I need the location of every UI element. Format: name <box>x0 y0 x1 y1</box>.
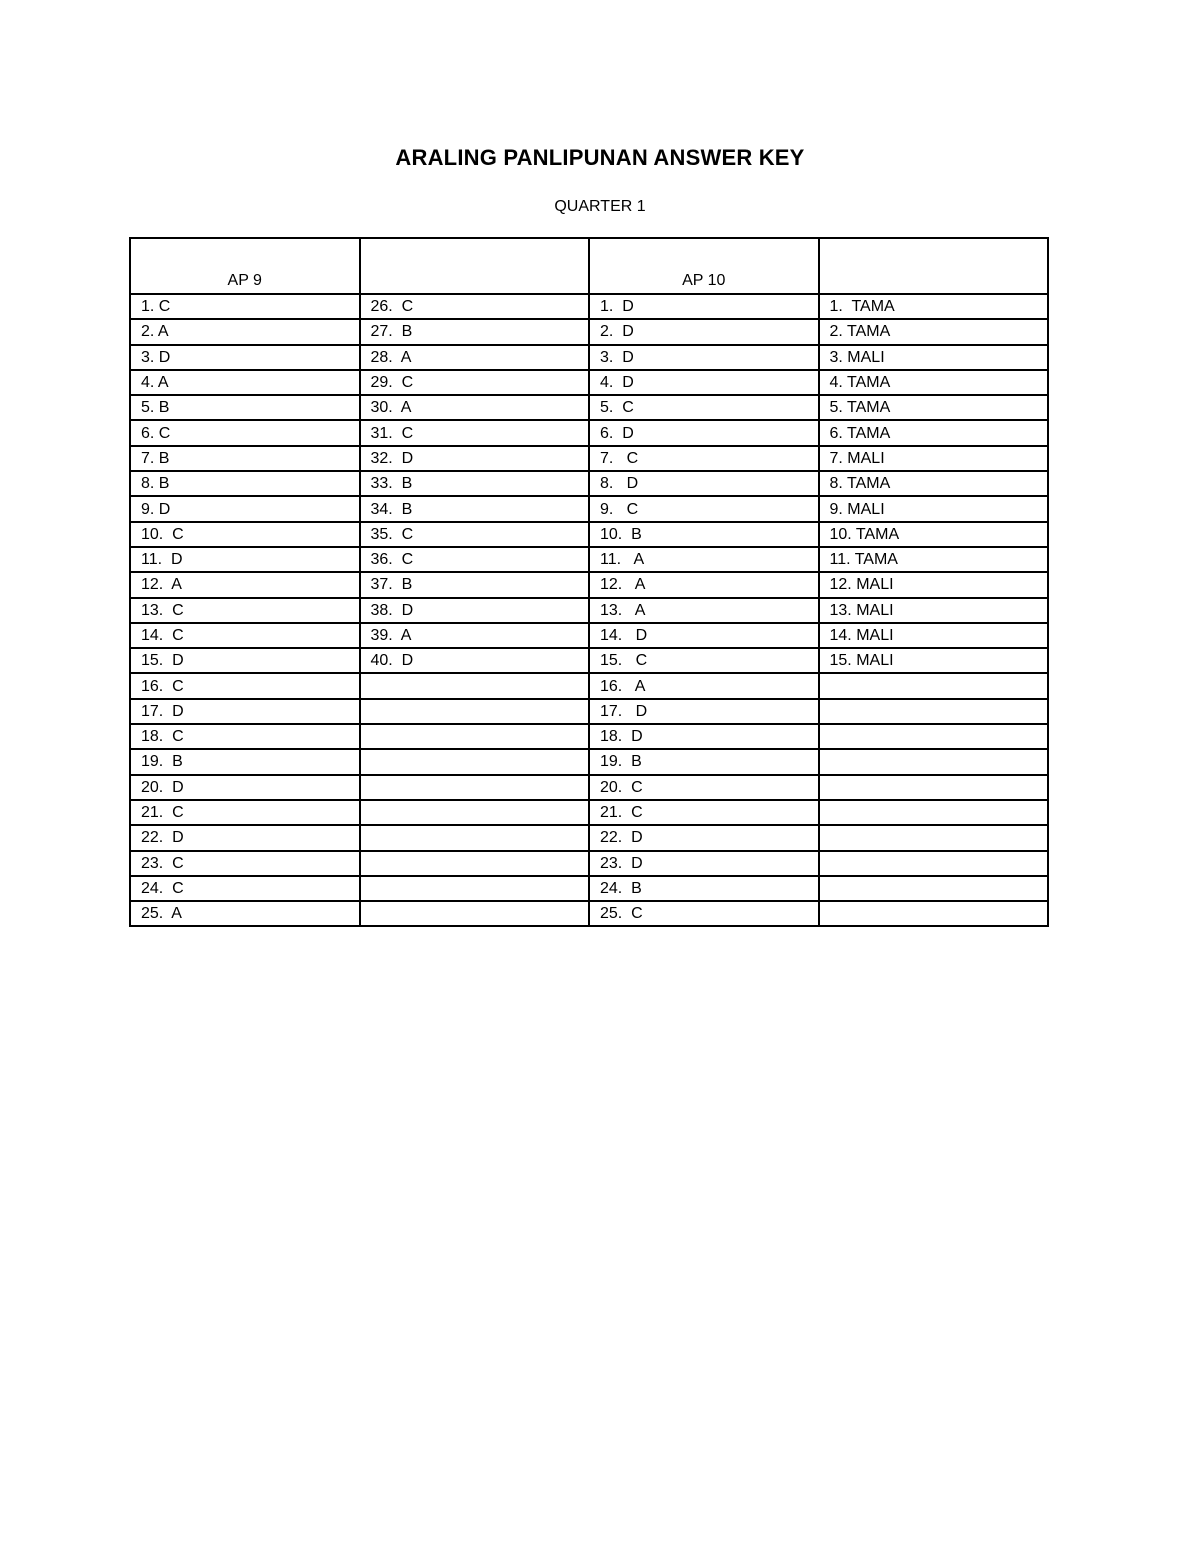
ap9-answer-cell: 3. D <box>130 345 360 370</box>
ap10-answer-cell: 7. C <box>589 446 819 471</box>
table-row <box>130 901 1048 926</box>
ap9-answer-continued-cell: 32. D <box>360 446 590 471</box>
table-row <box>130 572 1048 597</box>
ap9-answer-continued-cell: 35. C <box>360 522 590 547</box>
ap10-answer-continued-cell: 15. MALI <box>819 648 1049 673</box>
header-ap10: AP 10 <box>589 238 819 294</box>
ap9-answer-continued-cell <box>360 724 590 749</box>
table-row <box>130 598 1048 623</box>
ap9-answer-continued-cell: 28. A <box>360 345 590 370</box>
ap9-answer-cell: 23. C <box>130 851 360 876</box>
ap10-answer-continued-cell: 8. TAMA <box>819 471 1049 496</box>
ap9-answer-cell: 16. C <box>130 673 360 698</box>
ap9-answer-continued-cell: 37. B <box>360 572 590 597</box>
ap10-answer-continued-cell: 1. TAMA <box>819 294 1049 319</box>
ap9-answer-cell: 19. B <box>130 749 360 774</box>
ap10-answer-continued-cell: 12. MALI <box>819 572 1049 597</box>
ap10-answer-continued-cell <box>819 699 1049 724</box>
ap9-answer-continued-cell <box>360 901 590 926</box>
header-ap10-continued <box>819 238 1049 294</box>
ap10-answer-cell: 22. D <box>589 825 819 850</box>
table-row <box>130 345 1048 370</box>
ap10-answer-cell: 13. A <box>589 598 819 623</box>
ap10-answer-cell: 14. D <box>589 623 819 648</box>
ap9-answer-continued-cell: 26. C <box>360 294 590 319</box>
ap10-answer-continued-cell: 7. MALI <box>819 446 1049 471</box>
ap9-answer-cell: 24. C <box>130 876 360 901</box>
ap9-answer-cell: 25. A <box>130 901 360 926</box>
ap9-answer-cell: 7. B <box>130 446 360 471</box>
ap9-answer-cell: 18. C <box>130 724 360 749</box>
ap10-answer-continued-cell: 11. TAMA <box>819 547 1049 572</box>
header-ap9-continued <box>360 238 590 294</box>
table-row <box>130 370 1048 395</box>
ap10-answer-cell: 1. D <box>589 294 819 319</box>
ap10-answer-cell: 20. C <box>589 775 819 800</box>
page-subtitle: QUARTER 1 <box>554 198 646 215</box>
page-title: ARALING PANLIPUNAN ANSWER KEY <box>395 145 805 170</box>
table-row <box>130 800 1048 825</box>
ap10-answer-cell: 5. C <box>589 395 819 420</box>
ap10-answer-continued-cell <box>819 825 1049 850</box>
table-row <box>130 825 1048 850</box>
ap10-answer-cell: 17. D <box>589 699 819 724</box>
table-row <box>130 547 1048 572</box>
ap9-answer-cell: 22. D <box>130 825 360 850</box>
table-row <box>130 496 1048 521</box>
table-row <box>130 319 1048 344</box>
ap9-answer-cell: 4. A <box>130 370 360 395</box>
ap10-answer-continued-cell: 14. MALI <box>819 623 1049 648</box>
ap9-answer-continued-cell: 29. C <box>360 370 590 395</box>
ap9-answer-continued-cell <box>360 699 590 724</box>
ap9-answer-cell: 20. D <box>130 775 360 800</box>
table-row <box>130 294 1048 319</box>
ap9-answer-cell: 1. C <box>130 294 360 319</box>
ap9-answer-continued-cell <box>360 851 590 876</box>
ap10-answer-cell: 19. B <box>589 749 819 774</box>
ap9-answer-continued-cell: 31. C <box>360 420 590 445</box>
ap10-answer-cell: 11. A <box>589 547 819 572</box>
ap9-answer-continued-cell: 33. B <box>360 471 590 496</box>
ap10-answer-continued-cell: 3. MALI <box>819 345 1049 370</box>
ap9-answer-continued-cell <box>360 775 590 800</box>
table-row <box>130 623 1048 648</box>
ap10-answer-cell: 16. A <box>589 673 819 698</box>
ap10-answer-continued-cell: 5. TAMA <box>819 395 1049 420</box>
ap9-answer-continued-cell <box>360 800 590 825</box>
ap10-answer-continued-cell: 10. TAMA <box>819 522 1049 547</box>
ap9-answer-cell: 11. D <box>130 547 360 572</box>
ap9-answer-continued-cell <box>360 673 590 698</box>
answer-key-table <box>129 237 1049 927</box>
ap10-answer-cell: 2. D <box>589 319 819 344</box>
table-row <box>130 420 1048 445</box>
table-row <box>130 851 1048 876</box>
ap9-answer-cell: 12. A <box>130 572 360 597</box>
table-row <box>130 522 1048 547</box>
table-row <box>130 724 1048 749</box>
ap10-answer-cell: 10. B <box>589 522 819 547</box>
table-row <box>130 673 1048 698</box>
table-row <box>130 446 1048 471</box>
ap10-answer-cell: 18. D <box>589 724 819 749</box>
ap10-answer-continued-cell: 13. MALI <box>819 598 1049 623</box>
ap10-answer-continued-cell <box>819 876 1049 901</box>
ap9-answer-continued-cell: 40. D <box>360 648 590 673</box>
ap9-answer-cell: 2. A <box>130 319 360 344</box>
ap9-answer-continued-cell: 34. B <box>360 496 590 521</box>
table-row <box>130 699 1048 724</box>
ap10-answer-cell: 6. D <box>589 420 819 445</box>
table-row <box>130 395 1048 420</box>
ap9-answer-continued-cell <box>360 876 590 901</box>
ap9-answer-cell: 5. B <box>130 395 360 420</box>
ap10-answer-continued-cell <box>819 749 1049 774</box>
ap10-answer-continued-cell <box>819 724 1049 749</box>
ap10-answer-cell: 24. B <box>589 876 819 901</box>
ap10-answer-cell: 15. C <box>589 648 819 673</box>
ap9-answer-cell: 17. D <box>130 699 360 724</box>
ap10-answer-continued-cell: 6. TAMA <box>819 420 1049 445</box>
ap9-answer-cell: 10. C <box>130 522 360 547</box>
ap10-answer-continued-cell <box>819 800 1049 825</box>
ap9-answer-continued-cell: 38. D <box>360 598 590 623</box>
ap9-answer-continued-cell: 27. B <box>360 319 590 344</box>
table-row <box>130 775 1048 800</box>
ap9-answer-continued-cell <box>360 825 590 850</box>
ap10-answer-continued-cell <box>819 851 1049 876</box>
answer-rows <box>130 294 1048 926</box>
table-row <box>130 876 1048 901</box>
ap10-answer-continued-cell: 2. TAMA <box>819 319 1049 344</box>
table-header-row <box>130 238 1048 294</box>
ap10-answer-cell: 4. D <box>589 370 819 395</box>
ap9-answer-cell: 14. C <box>130 623 360 648</box>
ap9-answer-cell: 8. B <box>130 471 360 496</box>
ap10-answer-continued-cell: 4. TAMA <box>819 370 1049 395</box>
ap10-answer-continued-cell <box>819 901 1049 926</box>
ap10-answer-continued-cell <box>819 673 1049 698</box>
ap10-answer-continued-cell: 9. MALI <box>819 496 1049 521</box>
header-ap9: AP 9 <box>130 238 360 294</box>
ap9-answer-cell: 15. D <box>130 648 360 673</box>
table-row <box>130 749 1048 774</box>
ap10-answer-cell: 12. A <box>589 572 819 597</box>
ap10-answer-cell: 21. C <box>589 800 819 825</box>
ap9-answer-cell: 6. C <box>130 420 360 445</box>
ap9-answer-continued-cell: 36. C <box>360 547 590 572</box>
ap9-answer-cell: 21. C <box>130 800 360 825</box>
table-row <box>130 471 1048 496</box>
ap9-answer-continued-cell <box>360 749 590 774</box>
ap9-answer-continued-cell: 39. A <box>360 623 590 648</box>
ap9-answer-continued-cell: 30. A <box>360 395 590 420</box>
ap10-answer-cell: 9. C <box>589 496 819 521</box>
ap10-answer-continued-cell <box>819 775 1049 800</box>
ap10-answer-cell: 25. C <box>589 901 819 926</box>
ap9-answer-cell: 13. C <box>130 598 360 623</box>
ap10-answer-cell: 8. D <box>589 471 819 496</box>
ap9-answer-cell: 9. D <box>130 496 360 521</box>
ap10-answer-cell: 3. D <box>589 345 819 370</box>
table-row <box>130 648 1048 673</box>
ap10-answer-cell: 23. D <box>589 851 819 876</box>
